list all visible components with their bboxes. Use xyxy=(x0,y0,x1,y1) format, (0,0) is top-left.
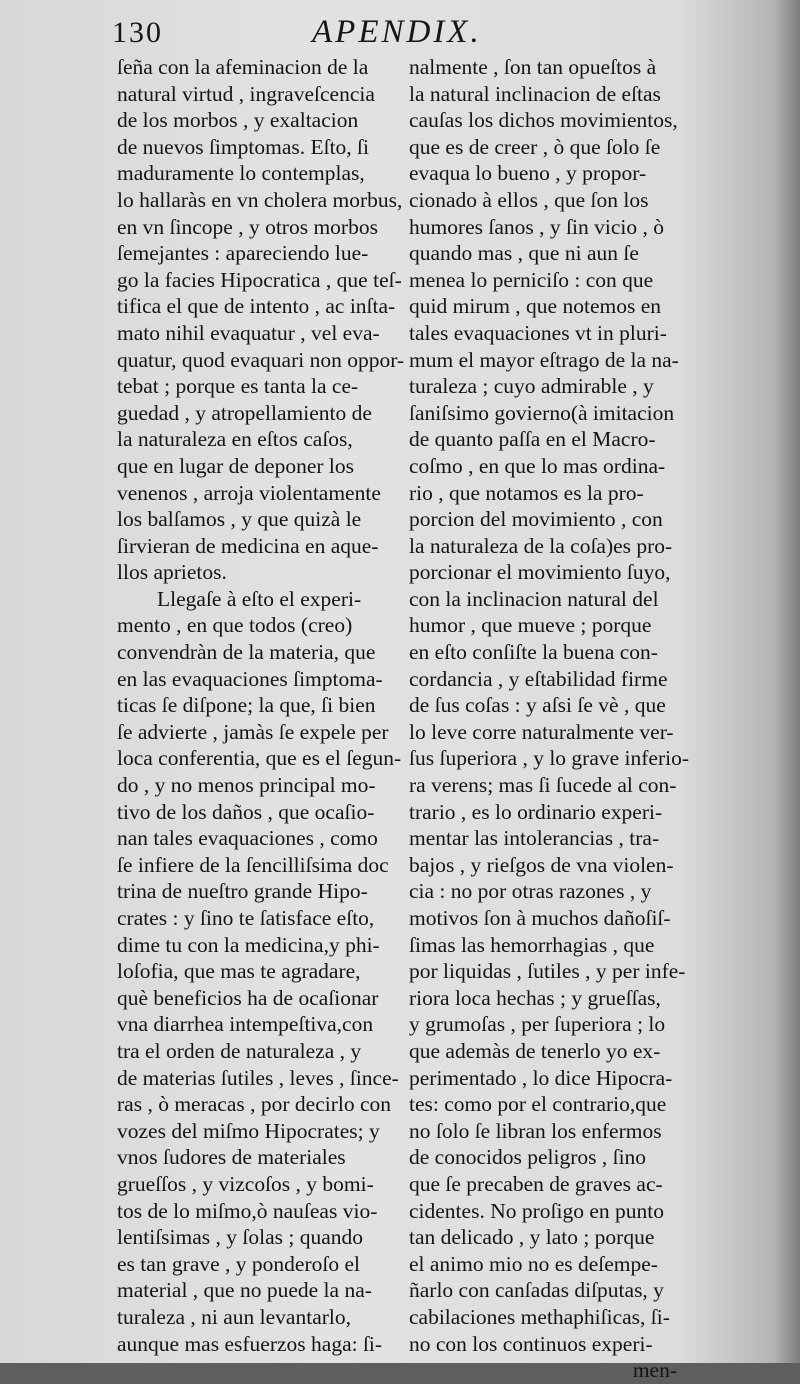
text-line: cionado à ellos , que ſon los xyxy=(409,187,649,212)
text-line: mentar las intolerancias , tra- xyxy=(409,826,660,851)
text-line: do , y no menos principal mo- xyxy=(117,773,376,798)
text-line: turaleza ; cuyo admirable , y xyxy=(409,374,654,399)
text-line: quid mirum , que notemos en xyxy=(409,294,661,319)
text-line: ſaniſsimo govierno(à imitacion xyxy=(409,400,675,425)
text-line: la naturaleza de la coſa)es pro- xyxy=(409,533,673,558)
text-line: venenos , arroja violentamente xyxy=(117,480,381,505)
text-line: quatur, quod evaquari non oppor- xyxy=(117,347,405,372)
text-line: grueſſos , y vizcoſos , y bomi- xyxy=(117,1171,374,1196)
text-line: guedad , y atropellamiento de xyxy=(117,400,372,425)
text-line: la natural inclinacion de eſtas xyxy=(409,81,661,106)
text-line: lo leve corre naturalmente ver- xyxy=(409,719,674,744)
text-line: es tan grave , y ponderoſo el xyxy=(117,1251,360,1276)
text-line: de nuevos ſimptomas. Eſto, ſi xyxy=(117,134,370,159)
text-line: Llegaſe à eſto el experi- xyxy=(157,586,362,611)
text-line: lentiſsimas , y ſolas ; quando xyxy=(117,1225,364,1250)
text-line: mum el mayor eſtrago de la na- xyxy=(409,347,679,372)
text-line: ſirvieran de medicina en aque- xyxy=(117,533,379,558)
text-line: maduramente lo contemplas, xyxy=(117,161,365,186)
text-line: ra verens; mas ſi ſucede al con- xyxy=(409,773,677,798)
text-line: perimentado , lo dice Hipocra- xyxy=(409,1065,673,1090)
text-line: cabilaciones methaphiſicas, ſi- xyxy=(409,1304,670,1329)
text-line: y grumoſas , per ſuperiora ; lo xyxy=(409,1012,666,1037)
page-header xyxy=(112,14,692,54)
page-number: 130 xyxy=(112,16,163,49)
text-line: ſemejantes : apareciendo lue- xyxy=(117,241,369,266)
text-line: tifica el que de intento , ac inſta- xyxy=(117,294,396,319)
running-title: APENDIX. xyxy=(312,14,482,50)
text-line: de materias ſutiles , leves , ſince- xyxy=(117,1065,399,1090)
left-text-column xyxy=(117,54,405,1357)
text-line: tebat ; porque es tanta la ce- xyxy=(117,374,359,399)
text-line: que ſe precaben de graves ac- xyxy=(409,1171,663,1196)
text-line: ras , ò meracas , por decirlo con xyxy=(117,1092,392,1117)
text-line: vnos ſudores de materiales xyxy=(117,1145,346,1170)
text-line: ſimas las hemorrhagias , que xyxy=(409,932,655,957)
text-line: ſe advierte , jamàs ſe expele per xyxy=(117,719,389,744)
text-line: cidentes. No proſigo en punto xyxy=(409,1198,664,1223)
text-line: nan tales evaquaciones , como xyxy=(117,826,378,851)
text-line: tes: como por el contrario,que xyxy=(409,1092,667,1117)
text-line: no con los continuos experi- xyxy=(409,1331,653,1356)
text-line: menea lo perniciſo : con que xyxy=(409,267,654,292)
text-line: tan delicado , y lato ; porque xyxy=(409,1225,655,1250)
text-line: coſmo , en que lo mas ordina- xyxy=(409,453,666,478)
text-line: loſofia, que mas te agradare, xyxy=(117,959,361,984)
text-line: en las evaquaciones ſimptoma- xyxy=(117,666,383,691)
text-line: que en lugar de deponer los xyxy=(117,453,355,478)
text-line: material , que no puede la na- xyxy=(117,1278,372,1303)
text-line: dime tu con la medicina,y phi- xyxy=(117,932,380,957)
text-line: que es de creer , ò que ſolo ſe xyxy=(409,134,661,159)
text-line: porcion del movimiento , con xyxy=(409,507,663,532)
text-line: tos de lo miſmo,ò nauſeas vio- xyxy=(117,1198,378,1223)
text-line: en vn ſincope , y otros morbos xyxy=(117,214,378,239)
right-text-column xyxy=(409,54,690,1384)
text-line: con la inclinacion natural del xyxy=(409,586,659,611)
text-line: crates : y ſino te ſatisface eſto, xyxy=(117,906,375,930)
text-line: en eſto conſiſte la buena con- xyxy=(409,640,658,665)
text-line: què beneficios ha de ocaſionar xyxy=(117,985,379,1010)
text-line: mato nihil evaquatur , vel eva- xyxy=(117,320,380,345)
text-line: vna diarrhea intempeſtiva,con xyxy=(117,1012,374,1037)
text-line: de conocidos peligros , ſino xyxy=(409,1145,647,1170)
text-line: aunque mas esfuerzos haga: ſi- xyxy=(117,1331,383,1356)
text-line: vozes del miſmo Hipocrates; y xyxy=(117,1118,380,1143)
text-line: cia : no por otras razones , y xyxy=(409,879,652,904)
text-line: humores ſanos , y ſin vicio , ò xyxy=(409,214,664,239)
text-line: humor , que mueve ; porque xyxy=(409,613,652,638)
text-line: ticas ſe diſpone; la que, ſi bien xyxy=(117,693,376,718)
text-line: bajos , y rieſgos de vna violen- xyxy=(409,852,674,877)
text-line: cauſas los dichos movimientos, xyxy=(409,108,678,133)
text-line: cordancia , y eſtabilidad firme xyxy=(409,666,668,691)
text-line: rio , que notamos es la pro- xyxy=(409,480,644,505)
text-line: el animo mio no es deſempe- xyxy=(409,1251,658,1276)
text-line: tra el orden de naturaleza , y xyxy=(117,1038,362,1063)
text-line: quando mas , que ni aun ſe xyxy=(409,241,639,266)
text-line: tales evaquaciones vt in pluri- xyxy=(409,320,667,345)
text-line: no ſolo ſe libran los enfermos xyxy=(409,1118,662,1143)
text-line: de ſus coſas : y aſsi ſe vè , que xyxy=(409,693,666,718)
text-line: evaqua lo bueno , y propor- xyxy=(409,161,647,186)
text-line: loca conferentia, que es el ſegun- xyxy=(117,746,402,771)
text-line: natural virtud , ingraveſcencia xyxy=(117,81,375,106)
text-line: ſeña con la afeminacion de la xyxy=(117,55,369,79)
text-line: de los morbos , y exaltacion xyxy=(117,108,359,133)
text-line: convendràn de la materia, que xyxy=(117,640,376,665)
page-edge-shadow xyxy=(774,0,800,1363)
text-line: mento , en que todos (creo) xyxy=(117,613,353,638)
text-line: los balſamos , y que quizà le xyxy=(117,507,362,532)
text-line: trina de nueſtro grande Hipo- xyxy=(117,879,368,904)
text-line: la naturaleza en eſtos caſos, xyxy=(117,427,353,452)
text-line: men- xyxy=(632,1358,677,1383)
text-line: porcionar el movimiento ſuyo, xyxy=(409,560,671,585)
text-line: ñarlo con canſadas diſputas, y xyxy=(409,1278,664,1303)
text-line: trario , es lo ordinario experi- xyxy=(409,799,663,824)
text-line: de quanto paſſa en el Macro- xyxy=(409,427,656,452)
text-line: ſe infiere de la ſencilliſsima doc xyxy=(117,852,389,877)
text-line: nalmente , ſon tan opueſtos à xyxy=(409,55,657,79)
text-line: llos aprietos. xyxy=(117,560,227,585)
text-line: ſus ſuperiora , y lo grave inferio- xyxy=(409,746,690,771)
text-line: go la facies Hipocratica , que teſ- xyxy=(117,267,402,292)
text-line: lo hallaràs en vn cholera morbus, xyxy=(117,187,403,212)
text-line: que ademàs de tenerlo yo ex- xyxy=(409,1038,661,1063)
text-line: riora loca hechas ; y grueſſas, xyxy=(409,985,661,1010)
text-line: turaleza , ni aun levantarlo, xyxy=(117,1304,352,1329)
text-line: motivos ſon à muchos dañoſiſ- xyxy=(409,906,671,930)
text-line: tivo de los daños , que ocaſio- xyxy=(117,799,375,824)
text-line: por liquidas , ſutiles , y per infe- xyxy=(409,959,686,984)
